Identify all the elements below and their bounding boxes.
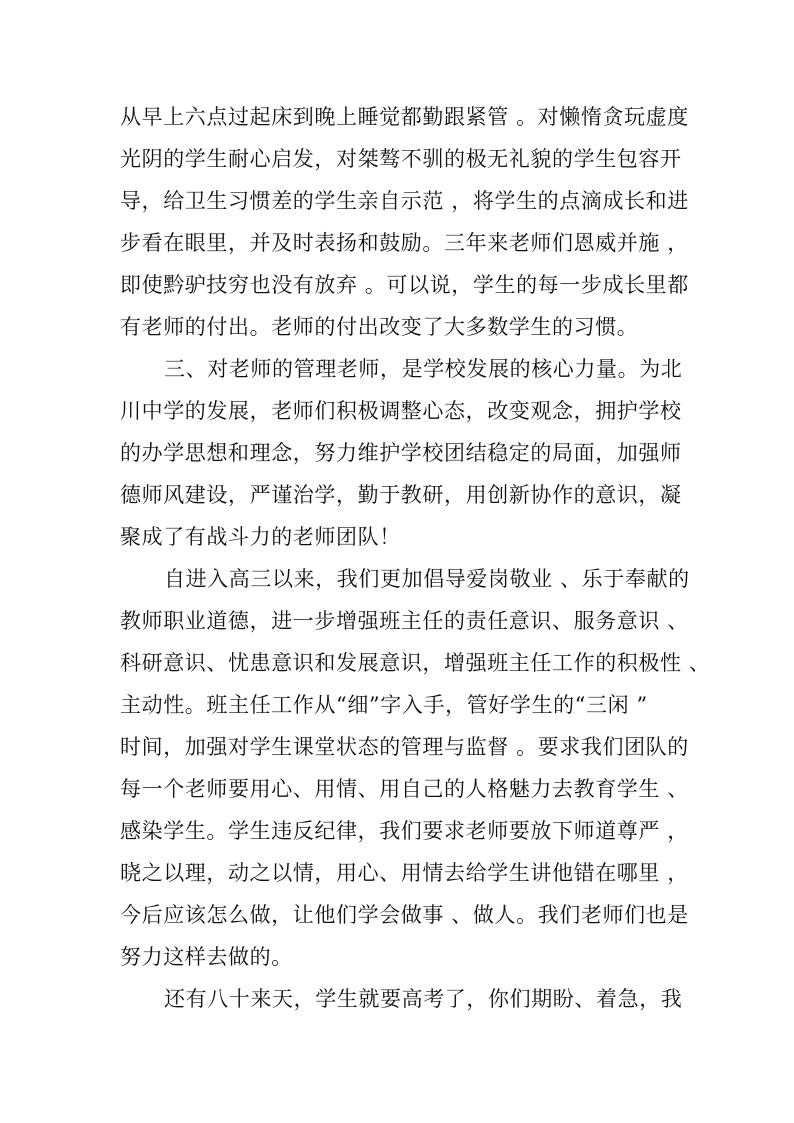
text-line: 主动性。班主任工作从“细”字入手，管好学生的“三闲 ” xyxy=(120,693,648,717)
text-line: 有老师的付出。老师的付出改变了大多数学生的习惯。 xyxy=(120,315,639,339)
text-line: 科研意识、忧患意识和发展意识，增强班主任工作的积极性 、 xyxy=(120,651,711,675)
text-line: 还有八十来天，学生就要高考了，你们期盼、着急，我 xyxy=(164,987,683,1011)
text-line: 三、对老师的管理老师，是学校发展的核心力量。为北 xyxy=(164,357,683,381)
text-line: 德师风建设，严谨治学，勤于教研，用创新协作的意识，凝 xyxy=(120,483,682,507)
text-line: 步看在眼里，并及时表扬和鼓励。三年来老师们恩威并施 ， xyxy=(120,231,689,255)
text-line: 光阴的学生耐心启发，对桀骜不驯的极无礼貌的学生包容开 xyxy=(120,147,682,171)
text-line: 即使黔驴技穷也没有放弃 。可以说，学生的每一步成长里都 xyxy=(120,273,689,297)
document-body xyxy=(120,96,711,1020)
text-line: 感染学生。学生违反纪律，我们要求老师要放下师道尊严 ， xyxy=(120,819,689,843)
text-line: 教师职业道德，进一步增强班主任的责任意识、服务意识 、 xyxy=(120,609,689,633)
text-line: 聚成了有战斗力的老师团队！ xyxy=(120,525,401,549)
text-line: 每一个老师要用心、用情、用自己的人格魅力去教育学生 、 xyxy=(120,777,689,801)
text-line: 努力这样去做的。 xyxy=(120,945,293,969)
text-line: 从早上六点过起床到晚上睡觉都勤跟紧管 。对懒惰贪玩虚度 xyxy=(120,105,689,129)
text-line: 晓之以理，动之以情，用心、用情去给学生讲他错在哪里 ， xyxy=(120,861,689,885)
text-line: 时间，加强对学生课堂状态的管理与监督 。要求我们团队的 xyxy=(120,735,689,759)
text-line: 的办学思想和理念，努力维护学校团结稳定的局面，加强师 xyxy=(120,441,682,465)
text-line: 自进入高三以来，我们更加倡导爱岗敬业 、乐于奉献的 xyxy=(164,567,690,591)
text-line: 导，给卫生习惯差的学生亲自示范 ，将学生的点滴成长和进 xyxy=(120,189,689,213)
text-line: 川中学的发展，老师们积极调整心态，改变观念，拥护学校 xyxy=(120,399,682,423)
text-line: 今后应该怎么做，让他们学会做事 、做人。我们老师们也是 xyxy=(120,903,689,927)
